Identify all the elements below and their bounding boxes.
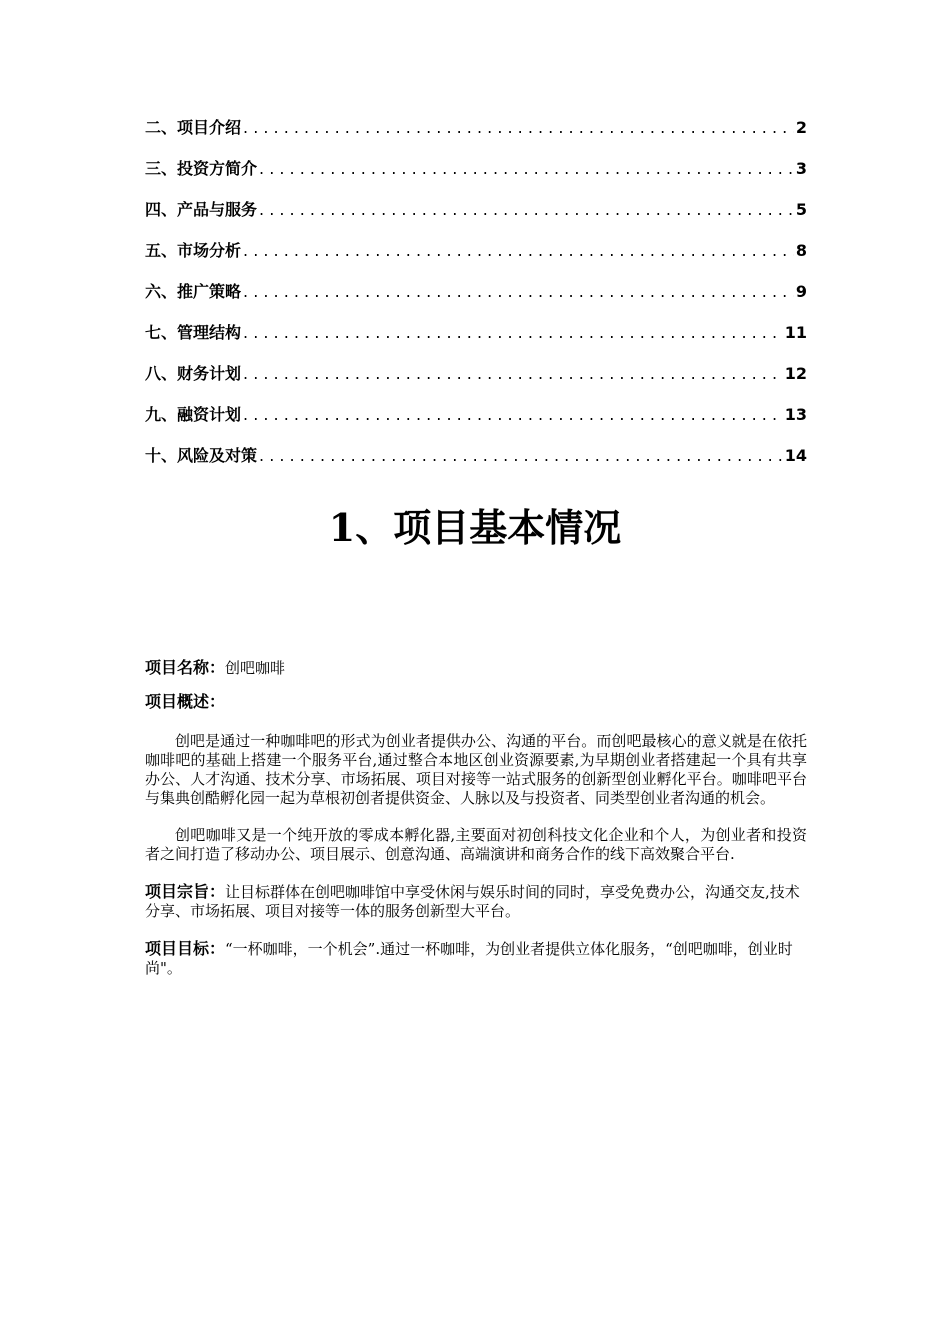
toc-leader-dots (243, 403, 783, 427)
project-name-field (145, 658, 807, 678)
toc-entry-title: 八、财务计划 (145, 364, 242, 383)
project-overview-field (145, 692, 807, 712)
toc-entry-title: 十、风险及对策 (145, 446, 258, 465)
project-goal-label: 项目目标： (145, 939, 226, 958)
section-heading: 1、项目基本情况 (328, 505, 622, 550)
project-name-label: 项目名称： (145, 658, 226, 677)
overview-paragraph: 创吧咖啡又是一个纯开放的零成本孵化器,主要面对初创科技文化企业和个人，为创业者和投资者之间打造了移动办公、项目展示、创意沟通、高端演讲和商务合作的线下高效聚合平台. (145, 826, 807, 863)
project-name-value: 创吧咖啡 (225, 659, 286, 677)
toc-entry-title: 二、项目介绍 (145, 118, 242, 137)
project-details (145, 658, 807, 992)
toc-entry-title: 三、投资方简介 (145, 159, 258, 178)
project-purpose-label: 项目宗旨： (145, 882, 226, 901)
toc-entry-title: 四、产品与服务 (145, 200, 258, 219)
toc-leader-dots (243, 116, 794, 140)
toc-leader-dots (243, 280, 794, 304)
toc-leader-dots (259, 157, 794, 181)
project-purpose-field (145, 882, 807, 921)
project-goal-value: “一杯咖啡，一个机会”.通过一杯咖啡，为创业者提供立体化服务，“创吧咖啡，创业时尚"。 (145, 940, 793, 977)
toc-entry[interactable] (145, 116, 807, 157)
toc-entry-page: 9 (795, 282, 807, 301)
toc-entry-title: 五、市场分析 (145, 241, 242, 260)
toc-entry-page: 13 (784, 405, 807, 424)
toc-leader-dots (259, 444, 783, 468)
toc-entry[interactable] (145, 280, 807, 321)
toc-leader-dots (243, 239, 794, 263)
toc-entry[interactable] (145, 198, 807, 239)
toc-entry[interactable] (145, 403, 807, 444)
toc-entry-page: 5 (795, 200, 807, 219)
toc-entry[interactable] (145, 239, 807, 280)
toc-leader-dots (259, 198, 794, 222)
table-of-contents (145, 116, 807, 485)
toc-entry-page: 11 (784, 323, 807, 342)
project-purpose-value: 让目标群体在创吧咖啡馆中享受休闲与娱乐时间的同时，享受免费办公，沟通交友,技术分享、市场拓展、项目对接等一体的服务创新型大平台。 (145, 883, 800, 920)
toc-leader-dots (243, 321, 783, 345)
project-goal-field (145, 939, 807, 978)
toc-entry[interactable] (145, 157, 807, 198)
toc-entry-page: 14 (784, 446, 807, 465)
toc-entry[interactable] (145, 321, 807, 362)
overview-paragraph: 创吧是通过一种咖啡吧的形式为创业者提供办公、沟通的平台。而创吧最核心的意义就是在依托咖啡吧的基础上搭建一个服务平台,通过整合本地区创业资源要素,为早期创业者搭建起一个具有共享办公、人才沟通、技术分享、市场拓展、项目对接等一站式服务的创新型创业孵化平台。咖啡吧平台与集典创酷孵化园一起为草根初创者提供资金、人脉以及与投资者、同类型创业者沟通的机会。 (145, 732, 807, 807)
toc-entry-title: 七、管理结构 (145, 323, 242, 342)
toc-entry-page: 3 (795, 159, 807, 178)
toc-entry-page: 2 (795, 118, 807, 137)
toc-entry-page: 12 (784, 364, 807, 383)
toc-entry-title: 九、融资计划 (145, 405, 242, 424)
project-overview-label: 项目概述： (145, 692, 226, 711)
toc-entry-page: 8 (795, 241, 807, 260)
toc-leader-dots (243, 362, 783, 386)
toc-entry[interactable] (145, 444, 807, 485)
toc-entry[interactable] (145, 362, 807, 403)
toc-entry-title: 六、推广策略 (145, 282, 242, 301)
